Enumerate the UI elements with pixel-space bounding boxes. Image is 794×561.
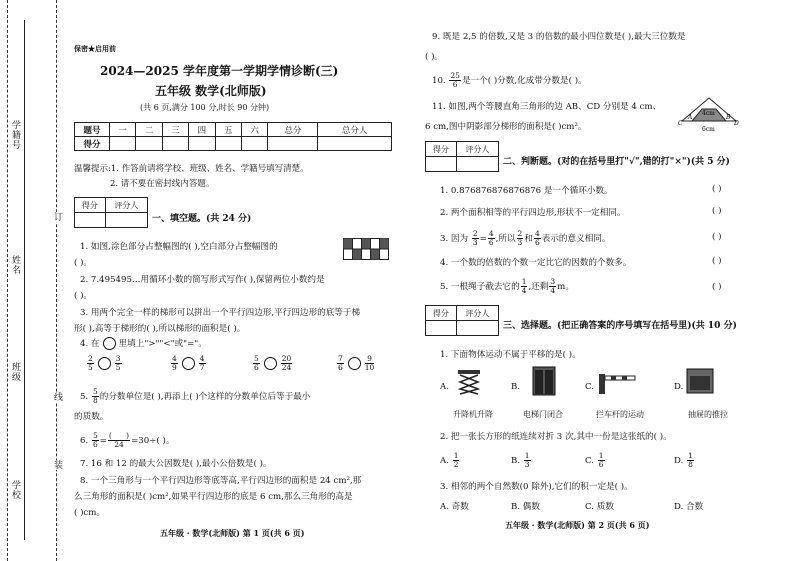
score-col-2: 二: [136, 123, 162, 137]
s2-item-5: 5. 一根绳子截去它的 $\frac{1}{4}$ ,还剩 $\frac{3}{4}$ m。: [440, 277, 574, 295]
s2-item-1: 1. 0.876876876876876 是一个循环小数。: [440, 186, 613, 196]
s1-q9-line1: 9. 既是 2,5 的倍数,又是 3 的倍数的最小四位数是( ),最大三位数是: [432, 32, 686, 42]
section1-title: 一、填空题。(共 24 分): [152, 214, 252, 224]
s3-q1-cap-a: 升降机升降: [453, 410, 493, 419]
s1-q5-line2: 的质数。: [74, 412, 109, 422]
s3-q2-opt-b: B. $\frac{1}{3}$: [511, 451, 530, 469]
label-b: B: [726, 114, 731, 121]
secret-label: 保密★启用前: [74, 44, 116, 53]
grader-box-1: 得分 评分人: [74, 197, 148, 228]
exam-subtitle: 五年级 数学(北师版): [155, 84, 267, 98]
score-col-4: 四: [189, 123, 215, 137]
s2-paren-2[interactable]: ( ): [712, 206, 722, 216]
score-table: [74, 122, 392, 151]
s1-q1-line2: ( )。: [74, 258, 93, 268]
score-col-5: 五: [215, 123, 241, 137]
s3-q1: 1. 下面物体运动不属于平移的是( )。: [440, 350, 581, 360]
s3-q1-opt-b: B.: [511, 382, 521, 392]
s2-paren-3[interactable]: ( ): [712, 232, 722, 242]
section2-title: 二、判断题。(对的在括号里打"√",错的打"×")(共 5 分): [503, 157, 730, 167]
score-cell[interactable]: [189, 137, 215, 151]
s1-q6: 6. $\frac{5}{6}$ = $\frac{( )}{24}$ =30÷( )。: [80, 431, 175, 449]
field-xingming: 姓名: [10, 255, 20, 275]
compare-3: $\frac{5}{6}$ $\frac{20}{24}$: [254, 354, 292, 372]
compare-circle[interactable]: [264, 357, 277, 370]
s1-q7: 7. 16 和 12 的最大公因数是( ),最小公倍数是( )。: [80, 459, 272, 469]
s3-q1-opt-a: A.: [440, 382, 449, 392]
footer-right: 五年级 · 数学(北师版) 第 2 页(共 6 页): [505, 520, 650, 530]
exam-title: 2024—2025 学年度第一学期学情诊断(三): [100, 64, 339, 78]
s1-q8-line3: ( )cm。: [74, 508, 105, 518]
label-a: A: [688, 114, 693, 121]
exam-meta: (共 6 页,满分 100 分,时长 90 分钟): [140, 103, 270, 112]
score-cell[interactable]: [136, 137, 162, 151]
score-col-1: 一: [110, 123, 136, 137]
s1-q10: 10. $\frac{25}{6}$ 是一个( )分数,化成带分数是( )。: [432, 71, 587, 89]
s1-q3-line1: 3. 用两个完全一样的梯形可以拼出一个平行四边形,平行四边形的底等于梯: [80, 308, 361, 318]
footer-left: 五年级 · 数学(北师版) 第 1 页(共 6 页): [160, 528, 305, 538]
s3-q1-cap-c: 拦车杆的运动: [596, 410, 644, 419]
s3-q2: 2. 把一张长方形的纸连续对折 3 次,其中一份是这张纸的( )。: [440, 432, 672, 442]
s1-q4: 4. 在 里填上">""<"或"="。: [80, 339, 207, 349]
score-col-3: 三: [162, 123, 188, 137]
s1-q2-line2: ( )。: [74, 291, 93, 301]
s1-q3-line2: 形( ),高等于梯形的( ),所以梯形的面积是( )。: [74, 324, 246, 334]
s3-q3-opt-a: A. 奇数: [440, 502, 469, 512]
s3-q1-opt-c: C.: [585, 382, 595, 392]
score-col-label: 题号: [75, 123, 110, 137]
s2-paren-5[interactable]: ( ): [712, 282, 722, 292]
score-col-6: 六: [241, 123, 267, 137]
label-c: C: [678, 120, 683, 127]
elevator-door-icon: [532, 366, 556, 396]
circle-icon: [103, 337, 116, 350]
s3-q3-opt-c: C. 质数: [585, 502, 614, 512]
s1-q1-line1: 1. 如图,涂色部分占整幅图的( ),空白部分占整幅图的: [80, 242, 278, 252]
s2-item-4: 4. 一个数的倍数的个数一定比它的因数的个数多。: [440, 258, 632, 268]
score-col-grader: 总分人: [318, 123, 392, 137]
s3-q3-opt-b: B. 偶数: [511, 502, 540, 512]
score-col-total: 总分: [268, 123, 318, 137]
compare-2: $\frac{4}{9}$ $\frac{4}{7}$: [172, 354, 205, 372]
s2-item-3: 3. 因为 $\frac{2}{3}$ = $\frac{4}{6}$ ,所以 $\frac{2}{3}$ 和 $\frac{4}{6}$ 表示的意义相同。: [440, 229, 611, 247]
scissor-lift-icon: [456, 368, 482, 396]
margin-rule: [24, 20, 25, 540]
q1-grid-figure: [343, 238, 389, 260]
score-cell[interactable]: [268, 137, 318, 151]
s1-q11-line1: 11. 如图,两个等腰直角三角形的边 AB、CD 分别是 4 cm、: [432, 102, 662, 112]
field-xuejihao: 学籍号: [10, 120, 20, 150]
s1-q9-line2: ( )。: [425, 52, 444, 62]
s2-paren-4[interactable]: ( ): [712, 256, 722, 266]
s3-q3: 3. 相邻的两个自然数(0 除外),它们的积一定是( )。: [440, 482, 633, 492]
compare-circle[interactable]: [98, 357, 111, 370]
binding-line-inner: [56, 0, 57, 561]
s1-q11-line2: 6 cm,图中阴影部分梯形的面积是( )cm²。: [425, 122, 587, 132]
seal-zhuang: 装: [52, 460, 62, 470]
score-cell[interactable]: [318, 137, 392, 151]
score-cell[interactable]: [241, 137, 267, 151]
score-row-label: 得分: [75, 137, 110, 151]
s1-q2-line1: 2. 7.495495…用循环小数的简写形式写作( ),保留两位小数约是: [80, 275, 325, 285]
compare-4: $\frac{7}{6}$ $\frac{9}{10}$: [338, 354, 375, 372]
seal-ding: 订: [52, 212, 62, 222]
s3-q1-cap-b: 电梯门闭合: [523, 410, 563, 419]
binding-line-outer: [7, 0, 8, 561]
s1-q8-line1: 8. 一个三角形与一个平行四边形等底等高,平行四边形的面积是 24 cm²,那: [80, 476, 362, 486]
q11-triangle-figure: [676, 95, 742, 135]
barrier-gate-icon: [597, 370, 637, 396]
s1-q5-line1: 5. $\frac{5}{8}$ 的分数单位是( ),再添上( )个这样的分数单位后等于最小: [80, 387, 311, 405]
s3-q2-opt-a: A. $\frac{1}{2}$: [440, 451, 459, 469]
score-cell[interactable]: [110, 137, 136, 151]
field-xuexiao: 学校: [10, 480, 20, 500]
tip-line-1: 温馨提示:1. 作答前请将学校、班级、姓名、学籍号填写清楚。: [74, 164, 309, 174]
s3-q2-opt-d: D. $\frac{1}{8}$: [674, 451, 693, 469]
score-cell[interactable]: [215, 137, 241, 151]
field-banji: 班级: [10, 362, 20, 382]
score-cell[interactable]: [162, 137, 188, 151]
compare-circle[interactable]: [348, 357, 361, 370]
s3-q1-cap-d: 抽屉的推拉: [688, 410, 728, 419]
label-4cm: 4cm: [702, 110, 715, 117]
s3-q2-opt-c: C. $\frac{1}{6}$: [585, 451, 604, 469]
s3-q1-opt-d: D.: [674, 382, 684, 392]
grader-box-2: 得分 评分人: [425, 141, 499, 172]
seal-xian: 线: [52, 392, 62, 402]
s2-item-2: 2. 两个面积相等的平行四边形,形状不一定相同。: [440, 208, 626, 218]
tip-line-2: 2. 请不要在密封线内答题。: [110, 179, 215, 189]
label-6cm: 6cm: [702, 126, 715, 133]
label-d: D: [734, 120, 739, 127]
section3-title: 三、选择题。(把正确答案的序号填写在括号里)(共 10 分): [503, 321, 737, 331]
compare-circle[interactable]: [182, 357, 195, 370]
drawer-icon: [686, 368, 714, 394]
s2-paren-1[interactable]: ( ): [712, 184, 722, 194]
s1-q8-line2: 么三角形的面积是( )cm²,如果平行四边形的底是 6 cm,那么三角形的高是: [74, 492, 353, 502]
s3-q3-opt-d: D. 合数: [674, 502, 704, 512]
grader-box-3: 得分 评分人: [425, 305, 499, 336]
compare-1: $\frac{2}{5}$ $\frac{3}{5}$: [88, 354, 121, 372]
